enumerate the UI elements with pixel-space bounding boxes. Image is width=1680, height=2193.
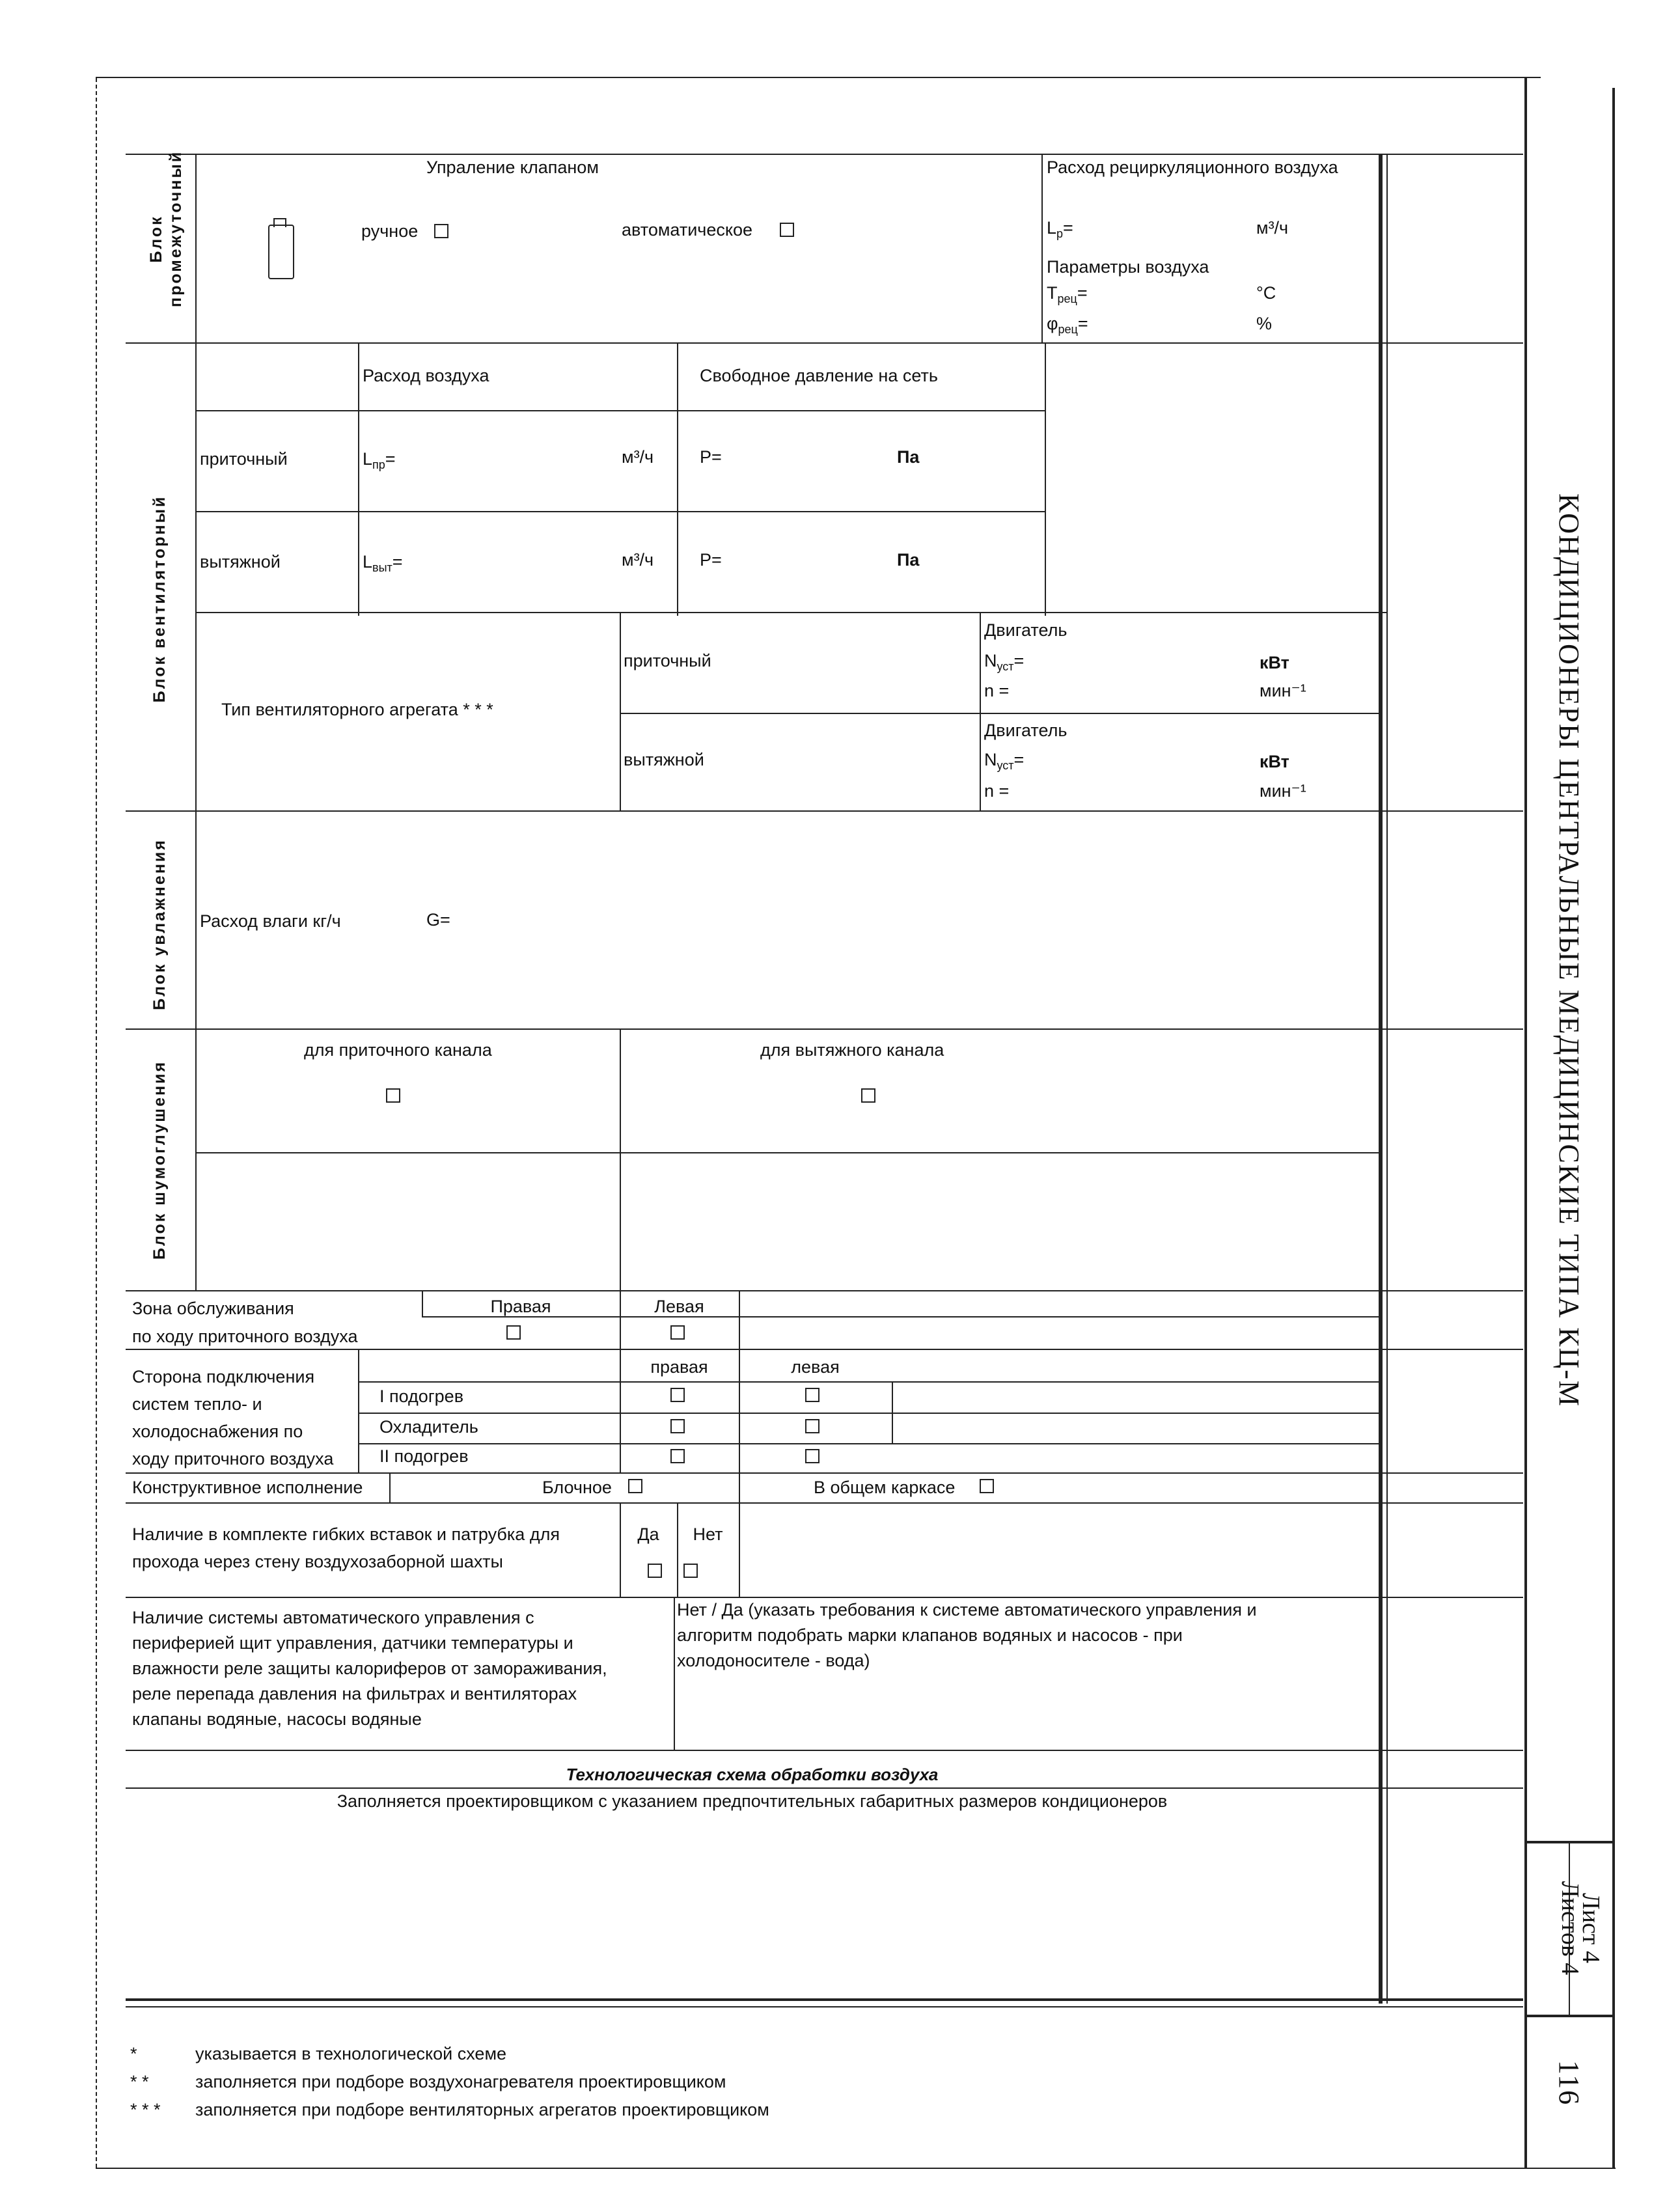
block-fan-label: Блок вентиляторный — [150, 495, 169, 703]
p-supply-label: P= — [700, 447, 722, 467]
design-bottom-line — [126, 1502, 1523, 1504]
inserts-yes-label: Да — [637, 1524, 659, 1544]
unit-type-label: Тип вентиляторного агрегата * * * — [221, 700, 493, 719]
silencer-supply-label: для приточного канала — [304, 1040, 492, 1060]
block-intermediate-label: Блок промежуточный — [147, 150, 185, 307]
block-label-column-line — [195, 154, 197, 1290]
air-params-label: Параметры воздуха — [1047, 257, 1209, 277]
automation-left-l2: периферией щит управления, датчики температуры и — [132, 1633, 573, 1653]
conn-row-heat2: II подогрев — [379, 1446, 469, 1466]
valve-control-label: Упраление клапаном — [426, 158, 599, 177]
rpm-supply-label: n = — [984, 681, 1010, 700]
automation-right-l2: алгоритм подобрать марки клапанов водяных и насосов - при — [677, 1625, 1183, 1645]
unit-supply-label: приточный — [624, 651, 711, 670]
inserts-col1-line — [677, 1502, 678, 1597]
silencer-exhaust-checkbox[interactable] — [861, 1088, 875, 1103]
table-right-bold-line — [1379, 154, 1383, 2004]
scheme-title: Технологическая схема обработки воздуха — [566, 1765, 939, 1784]
footnote-2-mark: * * — [130, 2072, 149, 2091]
automation-left-l3: влажности реле защиты калориферов от замораживания, — [132, 1659, 607, 1678]
design-col1-line — [739, 1472, 740, 1502]
silencer-mid-line — [195, 1152, 1379, 1153]
valve-icon-cap — [273, 218, 286, 227]
automation-left-l1: Наличие системы автоматического управления с — [132, 1608, 534, 1627]
rpm-exhaust-unit: мин⁻¹ — [1260, 781, 1306, 801]
valve-icon — [268, 225, 294, 279]
inserts-line1: Наличие в комплекте гибких вставок и патрубка для — [132, 1524, 560, 1544]
stamp-page-number: 116 — [1553, 2060, 1585, 2106]
conn-row-heat1: I подогрев — [379, 1386, 464, 1406]
scheme-title-line — [126, 1787, 1523, 1789]
fan-bottom-line — [126, 810, 1523, 812]
moisture-label: Расход влаги кг/ч — [200, 911, 341, 931]
sz-col2-line — [739, 1290, 740, 1349]
conn-line2: систем тепло- и — [132, 1394, 262, 1414]
n-supply-label: $N_{уст}=$ — [984, 651, 1025, 673]
design-col0-line — [389, 1472, 391, 1502]
motor-exhaust-label: Двигатель — [984, 721, 1067, 740]
conn-row1-line — [358, 1413, 1379, 1414]
l-exhaust-unit: м³/ч — [622, 550, 654, 570]
unit-exhaust-label: вытяжной — [624, 750, 704, 769]
fan-exhaust-label: вытяжной — [200, 552, 281, 572]
conn-right-label: правая — [650, 1357, 708, 1377]
design-block-checkbox[interactable] — [628, 1479, 642, 1493]
footnote-3-text: заполняется при подборе вентиляторных агрегатов проектировщиком — [195, 2100, 769, 2119]
frame-bottom-line — [96, 2168, 1616, 2169]
design-frame-label: В общем каркасе — [814, 1478, 956, 1497]
motor-divider — [980, 612, 981, 810]
stamp-mid-line — [1526, 2015, 1614, 2017]
fan-supply-line — [195, 511, 1045, 512]
inserts-bottom-line — [126, 1597, 1523, 1598]
phi-recirc-unit: % — [1256, 314, 1273, 333]
automation-right-l1: Нет / Да (указать требования к системе автоматического управления и — [677, 1600, 1257, 1620]
conn-left-label: левая — [791, 1357, 840, 1377]
lr-unit: м³/ч — [1256, 218, 1289, 238]
p-exhaust-unit: Па — [897, 550, 920, 570]
l-supply-label: $L_{пр}=$ — [363, 449, 396, 471]
p-exhaust-label: P= — [700, 550, 722, 570]
inserts-col0-line — [620, 1502, 621, 1597]
footnote-1-mark: * — [130, 2044, 137, 2063]
footnote-2-text: заполняется при подборе воздухонагревателя проектировщиком — [195, 2072, 726, 2091]
sz-left-label: Левая — [654, 1297, 704, 1316]
l-supply-unit: м³/ч — [622, 447, 654, 467]
document-title: КОНДИЦИОНЕРЫ ЦЕНТРАЛЬНЫЕ МЕДИЦИНСКИЕ ТИПА КЦ-М — [1553, 493, 1585, 1408]
frame-right-line — [1612, 88, 1615, 2168]
automation-left-l4: реле перепада давления на фильтрах и вентиляторах — [132, 1684, 577, 1703]
automation-divider — [674, 1597, 675, 1750]
table-top-line — [126, 154, 1523, 155]
conn-row-cooler: Охладитель — [379, 1417, 478, 1437]
rpm-supply-unit: мин⁻¹ — [1260, 681, 1306, 700]
motor-supply-label: Двигатель — [984, 620, 1067, 640]
n-exhaust-label: $N_{уст}=$ — [984, 750, 1025, 772]
conn-heat2-right-checkbox[interactable] — [670, 1449, 685, 1463]
manual-label: ручное — [361, 221, 419, 241]
conn-bottom-line — [126, 1472, 1523, 1474]
fan-exhaust-line — [195, 612, 1386, 613]
fan-col3-line — [1045, 342, 1046, 616]
phi-recirc-label: $\varphi_{рец}=$ — [1047, 314, 1088, 336]
conn-cooler-left-checkbox[interactable] — [805, 1419, 819, 1433]
unit-type-divider — [620, 612, 621, 810]
automatic-checkbox[interactable] — [780, 223, 794, 237]
automatic-label: автоматическое — [622, 220, 753, 240]
rpm-exhaust-label: n = — [984, 781, 1010, 801]
conn-line3: холодоснабжения по — [132, 1422, 303, 1441]
inserts-no-label: Нет — [693, 1524, 723, 1544]
footnote-3-mark: * * * — [130, 2100, 161, 2119]
motor-mid-line — [620, 713, 1379, 714]
conn-heat1-right-checkbox[interactable] — [670, 1388, 685, 1402]
design-block-label: Блочное — [542, 1478, 612, 1497]
intermediate-bottom-line — [126, 342, 1523, 344]
recirc-title: Расход рециркуляционного воздуха — [1047, 158, 1338, 177]
conn-col0-line — [358, 1349, 359, 1472]
n-supply-unit: кВт — [1260, 653, 1289, 672]
automation-right-l3: холодоносителе - вода) — [677, 1651, 870, 1670]
silencer-divider — [620, 1028, 621, 1290]
table-bottom-line-2 — [126, 2006, 1523, 2007]
design-frame-checkbox[interactable] — [980, 1479, 994, 1493]
fan-supply-label: приточный — [200, 449, 288, 469]
conn-heat2-left-checkbox[interactable] — [805, 1449, 819, 1463]
g-label: G= — [426, 910, 450, 930]
frame-title-left-line — [1524, 77, 1527, 2168]
sz-mid-line — [422, 1316, 1379, 1317]
block-humid-label: Блок увлажнения — [150, 838, 169, 1010]
inserts-col2-line — [739, 1502, 740, 1597]
silencer-exhaust-label: для вытяжного канала — [760, 1040, 944, 1060]
footnote-1-text: указывается в технологической схеме — [195, 2044, 507, 2063]
frame-left-line — [96, 78, 97, 2168]
silencer-supply-checkbox[interactable] — [386, 1088, 400, 1103]
silencer-bottom-line — [126, 1290, 1523, 1291]
sz-right-checkbox[interactable] — [506, 1325, 521, 1340]
fan-col2-line — [677, 342, 678, 616]
t-recirc-label: $T_{рец}=$ — [1047, 283, 1088, 305]
inserts-line2: прохода через стену воздухозаборной шахты — [132, 1552, 503, 1571]
conn-head-line — [358, 1381, 1379, 1383]
l-exhaust-label: $L_{выт}=$ — [363, 552, 403, 574]
automation-left-l5: клапаны водяные, насосы водяные — [132, 1709, 422, 1729]
fan-col1-line — [358, 342, 359, 616]
stamp-sheet: Лист 4 — [1577, 1892, 1604, 1964]
fan-header-line — [195, 410, 1045, 411]
service-zone-line1: Зона обслуживания — [132, 1299, 294, 1318]
conn-heat1-left-checkbox[interactable] — [805, 1388, 819, 1402]
recirc-divider — [1041, 154, 1043, 342]
stamp-sheets: Листов 4 — [1556, 1881, 1584, 1976]
humid-bottom-line — [126, 1028, 1523, 1030]
sz-right-label: Правая — [490, 1297, 551, 1316]
sz-bottom-line — [126, 1349, 1523, 1350]
lr-label: $L_р=$ — [1047, 218, 1073, 240]
air-flow-header: Расход воздуха — [363, 366, 489, 385]
conn-cooler-right-checkbox[interactable] — [670, 1419, 685, 1433]
sz-left-checkbox[interactable] — [670, 1325, 685, 1340]
scheme-subtitle: Заполняется проектировщиком с указанием предпочтительных габаритных размеров кондиционеров — [337, 1791, 1168, 1811]
design-label: Конструктивное исполнение — [132, 1478, 363, 1497]
n-exhaust-unit: кВт — [1260, 752, 1289, 771]
conn-row2-line — [358, 1443, 1379, 1444]
free-pressure-header: Свободное давление на сеть — [700, 366, 938, 385]
block-silencer-label: Блок шумоглушения — [150, 1060, 169, 1260]
conn-line4: ходу приточного воздуха — [132, 1449, 334, 1469]
inserts-no-checkbox[interactable] — [683, 1564, 698, 1578]
t-recirc-unit: °С — [1256, 283, 1276, 303]
service-zone-line2: по ходу приточного воздуха — [132, 1327, 358, 1346]
automation-bottom-line — [126, 1750, 1523, 1751]
p-supply-unit: Па — [897, 447, 920, 467]
conn-line1: Сторона подключения — [132, 1367, 315, 1386]
manual-checkbox[interactable] — [434, 224, 448, 238]
frame-top-line — [96, 77, 1541, 78]
inserts-yes-checkbox[interactable] — [648, 1564, 662, 1578]
table-right-thin-line — [1386, 154, 1388, 2004]
table-bottom-line — [126, 1998, 1523, 2001]
